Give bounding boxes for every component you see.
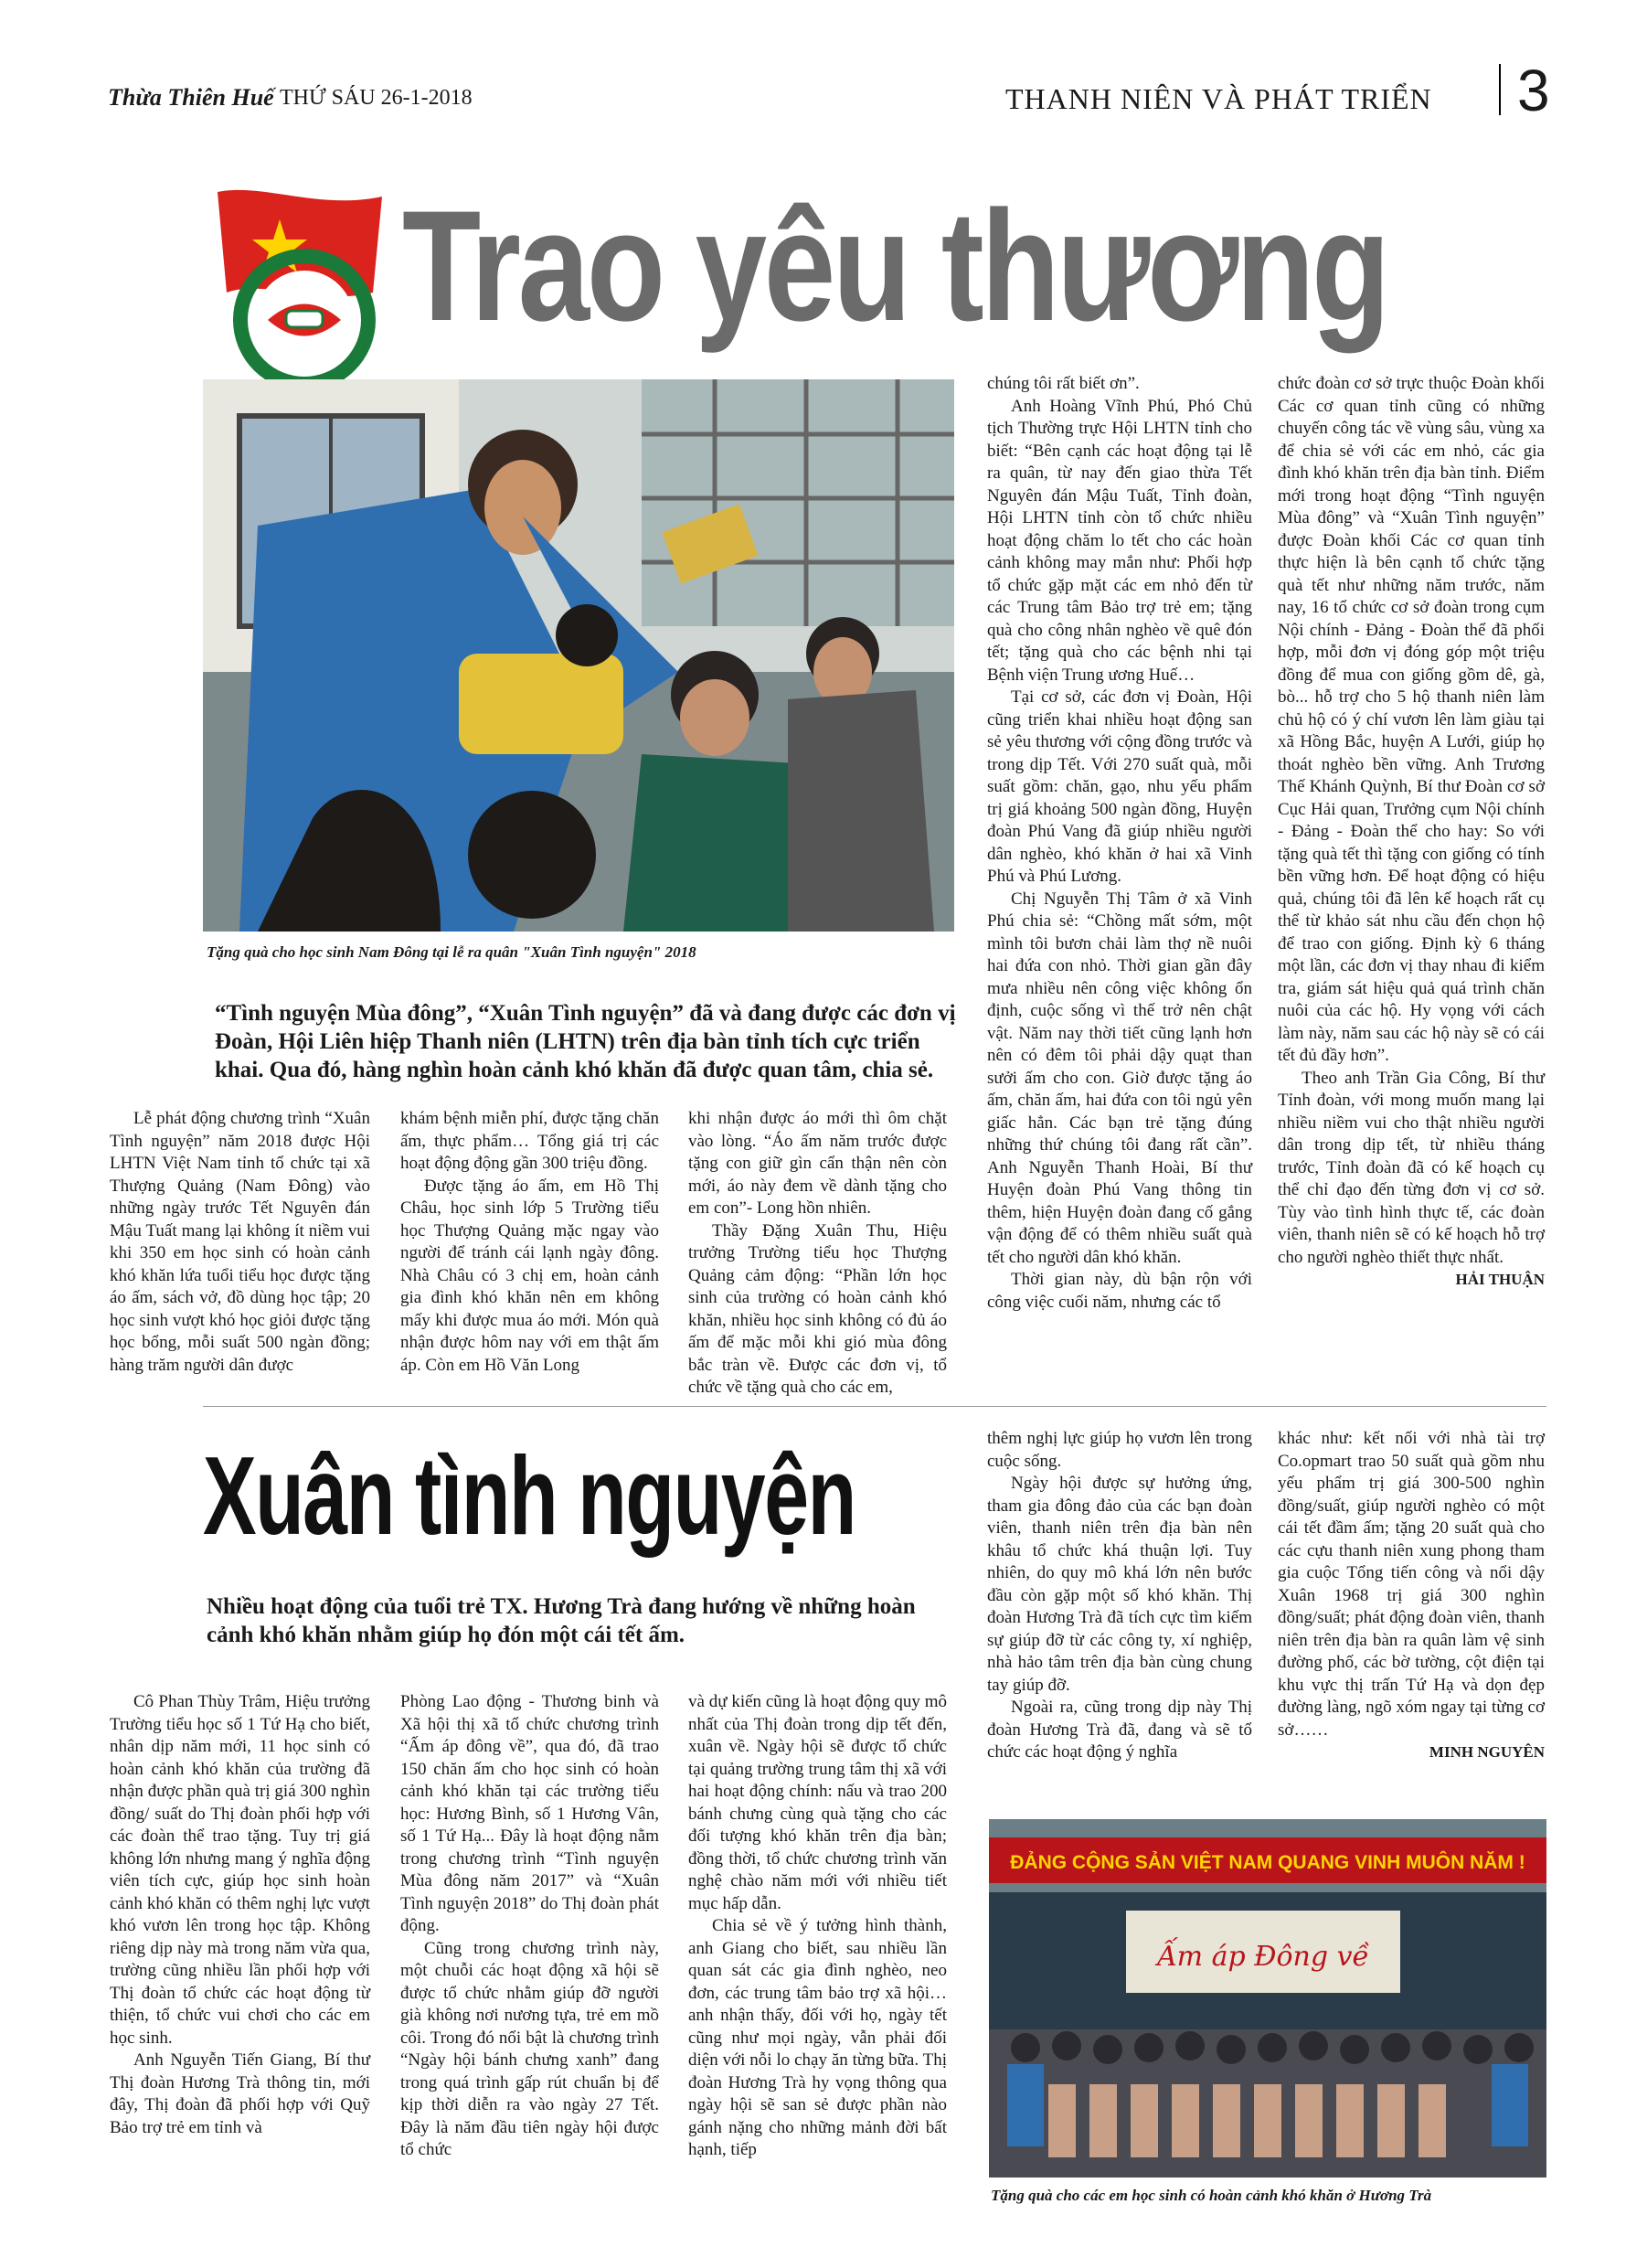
- paragraph: Phòng Lao động - Thương binh và Xã hội thị xã tổ chức chương trình “Ấm áp đông về”, qua đó, đã trao 150 chăn ấm cho học sinh có hoàn cảnh khó khăn tại các trường tiểu học: Hương Bình, số 1 Hương Vân, số 1 Tứ Hạ... Đây là hoạt động nằm trong chương trình “Tình nguyện Mùa đông năm 2017” và “Xuân Tình nguyện 2018” do Thị đoàn phát động.: [400, 1692, 659, 1935]
- paragraph: Thời gian này, dù bận rộn với công việc cuối năm, nhưng các tổ: [987, 1270, 1252, 1312]
- photo1-caption: Tặng quà cho học sinh Nam Đông tại lễ ra quân "Xuân Tình nguyện" 2018: [207, 943, 696, 961]
- article2-column-5: [1278, 1428, 1545, 1764]
- section-title: THANH NIÊN VÀ PHÁT TRIỂN: [1005, 82, 1432, 115]
- paragraph: chức đoàn cơ sở trực thuộc Đoàn khối Các cơ quan tỉnh cũng có những chuyến công tác về vùng sâu, vùng xa để chia sẻ với các em nhỏ, các gia đình khó khăn trên địa bàn tỉnh. Điểm mới trong hoạt động “Tình nguyện Mùa đông” và “Xuân Tình nguyện” được Đoàn khối Các cơ quan tỉnh thực hiện là bên cạnh tổ chức tặng quà tết như những năm trước, năm nay, 16 tổ chức cơ sở đoàn trong cụm Nội chính - Đảng - Đoàn thể đã phối hợp, mỗi đơn vị đóng góp một triệu đồng để mua con giống gồm dê, gà, bò... hỗ trợ cho 5 hộ thanh niên làm chủ hộ có ý chí vươn lên làm giàu tại xã Hồng Bắc, huyện A Lưới, giúp họ thoát nghèo bền vững. Anh Trương Thế Khánh Quỳnh, Bí thư Đoàn cơ sở Cục Hải quan, Trưởng cụm Nội chính - Đảng - Đoàn thể cho hay: So với tặng quà tết thì tặng con giống có tính bền vững hơn. Để hoạt động có hiệu quả, chúng tôi đã lên kế hoạch rất cụ thể từ khảo sát nhu cầu đến chọn hộ để trao con giống. Định kỳ 6 tháng một lần, các đơn vị thay nhau đi kiểm tra, giám sát hiệu quả quá trình chăn nuôi của các hộ. Hy vọng với cách làm này, năm sau các hộ này sẽ có cái tết đủ đầy hơn”.: [1278, 374, 1545, 1065]
- paragraph: Chia sẻ về ý tưởng hình thành, anh Giang cho biết, sau nhiều lần quan sát các gia đình nghèo, neo đơn, các trung tâm bảo trợ xã hội… anh nhận thấy, đối với họ, ngày tết cũng như mọi ngày, vẫn phải đối diện với nỗi lo chạy ăn từng bữa. Thị đoàn Hương Trà hy vọng thông qua ngày hội sẽ san sẻ được phần nào gánh nặng cho những mảnh đời bất hạnh, tiếp: [688, 1916, 947, 2159]
- paragraph: Tại cơ sở, các đơn vị Đoàn, Hội cũng triển khai nhiều hoạt động san sẻ yêu thương với cộng đồng trước và trong dịp Tết. Với 270 suất quà, mỗi suất gồm: chăn, gạo, nhu yếu phẩm trị giá khoảng 500 ngàn đồng, Huyện đoàn Phú Vang đã giúp nhiều người dân nghèo, khó khăn ở hai xã Vinh Phú và Phú Lương.: [987, 687, 1252, 886]
- headline-xuan-tinh-nguyen: Xuân tình nguyện: [203, 1433, 855, 1558]
- emblem-icon: [208, 183, 391, 402]
- article1-column-1: [110, 1108, 370, 1377]
- article2-byline: MINH NGUYÊN: [1429, 1743, 1545, 1761]
- paragraph: thêm nghị lực giúp họ vươn lên trong cuộc sống.: [987, 1429, 1252, 1471]
- paragraph: khám bệnh miễn phí, được tặng chăn ấm, thực phẩm… Tổng giá trị các hoạt động động gần 300 triệu đồng.: [400, 1109, 659, 1173]
- article1-column-2: [400, 1108, 659, 1377]
- article1-column-3: [688, 1108, 947, 1400]
- article1-byline: HẢI THUẬN: [1455, 1271, 1545, 1288]
- photo-gift-students: [203, 379, 954, 932]
- photo-banner-text: ĐẢNG CỘNG SẢN VIỆT NAM QUANG VINH MUÔN NĂM !: [1010, 1852, 1525, 1873]
- paragraph: Cô Phan Thùy Trâm, Hiệu trưởng Trường tiểu học số 1 Tứ Hạ cho biết, nhân dịp năm mới, 11 học sinh có hoàn cảnh khó khăn của trường đã nhận được phần quà trị giá 300 nghìn đồng/ suất do Thị đoàn phối hợp với các đoàn thể trao tặng. Tuy trị giá không lớn nhưng mang ý nghĩa động viên tích cực, giúp học sinh hoàn cảnh khó khăn có thêm nghị lực vượt khó vươn lên trong học tập. Không riêng dịp này mà trong năm vừa qua, trường cũng nhiều lần phối hợp với Thị đoàn tổ chức các hoạt động từ thiện, tổ chức vui chơi cho các em học sinh.: [110, 1692, 370, 2048]
- article1-lead: “Tình nguyện Mùa đông”, “Xuân Tình nguyện” đã và đang được các đơn vị Đoàn, Hội Liên hiệp Thanh niên (LHTN) trên địa bàn tỉnh tích cực triển khai. Qua đó, hàng nghìn hoàn cảnh khó khăn đã được quan tâm, chia sẻ.: [215, 1001, 956, 1082]
- paragraph: Theo anh Trần Gia Công, Bí thư Tỉnh đoàn, với mong muốn mang lại nhiều niềm vui cho thật nhiều người dân trong dịp tết, từ nhiều tháng trước, Tỉnh đoàn đã có kế hoạch cụ thể chỉ đạo đến từng đơn vị cơ sở. Tùy vào tình hình thực tế, các đoàn viên, thanh niên sẽ có kế hoạch hỗ trợ cho người nghèo thiết thực nhất.: [1278, 1068, 1545, 1267]
- article1-column-4: [987, 373, 1252, 1314]
- paragraph: Lễ phát động chương trình “Xuân Tình nguyện” năm 2018 được Hội LHTN Việt Nam tỉnh tổ chức tại xã Thượng Quảng (Nam Đông) vào những ngày trước Tết Nguyên đán Mậu Tuất mang lại không ít niềm vui khi 350 em học sinh có hoàn cảnh khó khăn lứa tuổi tiểu học được tặng áo ấm, sách vở, đồ dùng học tập; 20 học sinh vượt khó học giỏi được tặng học bổng, mỗi suất 500 ngàn đồng; hàng trăm người dân được: [110, 1109, 370, 1375]
- article2-column-1: [110, 1691, 370, 2139]
- paragraph: khi nhận được áo mới thì ôm chặt vào lòng. “Áo ấm năm trước được tặng con giữ gìn cẩn thận nên còn mới, áo này đem về dành tặng cho em con”- Long hồn nhiên.: [688, 1109, 947, 1218]
- article-divider: [203, 1406, 1546, 1407]
- paragraph: và dự kiến cũng là hoạt động quy mô nhất của Thị đoàn trong dịp tết đến, xuân về. Ngày hội sẽ được tổ chức tại quảng trường trung tâm thị xã với hai hoạt động chính: nấu và trao 200 bánh chưng cùng quà tặng cho các đối tượng khó khăn trên địa bàn; đồng thời, tổ chức chương trình văn nghệ chào năm mới với nhiều tiết mục hấp dẫn.: [688, 1692, 947, 1913]
- photo-huong-tra-image: [989, 1819, 1546, 2177]
- article2-column-2: [400, 1691, 659, 2162]
- issue-date: THỨ SÁU 26-1-2018: [280, 86, 473, 110]
- paragraph: Chị Nguyễn Thị Tâm ở xã Vinh Phú chia sẻ: “Chồng mất sớm, một mình tôi bươn chải làm thợ nề nuôi hai đứa con nhỏ. Thời gian gần đây mưa nhiều nên công việc không ổn định, cuộc sống vì thế trở nên chật vật. Năm nay thời tiết cũng lạnh hơn nên có đêm tôi phải dậy quạt than sưởi ấm cho con. Giờ được tặng áo ấm, chăn ấm, hai đứa con tôi ngủ yên giấc hẳn. Các bạn trẻ tặng đúng những thứ chúng tôi đang rất cần”. Anh Nguyễn Thanh Hoài, Bí thư Huyện đoàn Phú Vang thông tin thêm, hiện Huyện đoàn đang cố gắng vận động để có thêm nhiều suất quà tết cho người dân khó khăn.: [987, 889, 1252, 1267]
- article2-column-4: [987, 1428, 1252, 1764]
- article1-column-5: [1278, 373, 1545, 1292]
- headline-trao-yeu-thuong: Trao yêu thương: [402, 178, 1387, 354]
- youth-union-emblem: [208, 183, 391, 402]
- article2-lead: Nhiều hoạt động của tuổi trẻ TX. Hương Trà đang hướng về những hoàn cảnh khó khăn nhằm giúp họ đón một cái tết ấm.: [207, 1594, 916, 1647]
- header-divider: [1499, 64, 1501, 115]
- paragraph: Được tặng áo ấm, em Hồ Thị Châu, học sinh lớp 5 Trường tiểu học Thượng Quảng mặc ngay vào người để tránh cái lạnh ngày đông. Nhà Châu có 3 chị em, hoàn cảnh gia đình khó khăn nên em không mấy khi được mua áo mới. Món quà nhận được hôm nay với em thật ấm áp. Còn em Hồ Văn Long: [400, 1176, 659, 1375]
- page-number: 3: [1517, 58, 1550, 123]
- paragraph: Anh Nguyễn Tiến Giang, Bí thư Thị đoàn Hương Trà thông tin, mới đây, Thị đoàn đã phối hợp với Quỹ Bảo trợ trẻ em tỉnh và: [110, 2050, 370, 2137]
- photo-huong-tra-group: [989, 1819, 1546, 2177]
- paragraph: Thầy Đặng Xuân Thu, Hiệu trưởng Trường tiểu học Thượng Quảng cảm động: “Phần lớn học sinh của trường có hoàn cảnh khó khăn, nhiều học sinh không có đủ áo ấm để mặc mỗi khi gió mùa đông bắc tràn về. Được các đơn vị, tổ chức về tặng quà cho các em,: [688, 1220, 947, 1397]
- photo-gift-students-image: [203, 379, 954, 932]
- paper-name: Thừa Thiên Huế: [108, 84, 274, 111]
- paragraph: chúng tôi rất biết ơn”.: [987, 374, 1140, 393]
- paragraph: Ngày hội được sự hưởng ứng, tham gia đông đảo của các bạn đoàn viên, thanh niên trên địa bàn nên khâu tổ chức khá thuận lợi. Tuy nhiên, do quy mô khá lớn nên bước đầu còn gặp một số khó khăn. Thị đoàn Hương Trà đã tích cực tìm kiếm sự giúp đỡ từ các công ty, xí nghiệp, nhà hảo tâm trên địa bàn cùng chung tay giúp đỡ.: [987, 1474, 1252, 1695]
- paragraph: khác như: kết nối với nhà tài trợ Co.opmart trao 50 suất quà gồm nhu yếu phẩm trị giá 300-500 nghìn đồng/suất, giúp người nghèo có một cái tết đầm ấm; tặng 20 suất quà cho các cựu thanh niên xung phong tham gia cuộc Tổng tiến công và nổi dậy Xuân 1968 trị giá 300 nghìn đồng/suất; phát động đoàn viên, thanh niên trên địa bàn ra quân làm vệ sinh đường phố, các bờ tường, cột điện tại khu vực thị trấn Tứ Hạ và dọn đẹp đường làng, ngõ xóm ngay tại từng cơ sở……: [1278, 1429, 1545, 1740]
- paragraph: Anh Hoàng Vĩnh Phú, Phó Chủ tịch Thường trực Hội LHTN tỉnh cho biết: “Bên cạnh các hoạt động tại lễ ra quân, từ nay đến giao thừa Tết Nguyên đán Mậu Tuất, Tỉnh đoàn, Hội LHTN tỉnh còn tổ chức nhiều hoạt động chăm lo tết cho các hoàn cảnh không may mắn như: Phối hợp tổ chức gặp mặt các em nhỏ đến từ các Trung tâm Bảo trợ trẻ em; tặng quà cho công nhân nghèo về quê đón tết; tặng quà cho các bệnh nhi tại Bệnh viện Trung ương Huế…: [987, 396, 1252, 685]
- photo2-caption: Tặng quà cho các em học sinh có hoàn cảnh khó khăn ở Hương Trà: [991, 2187, 1432, 2204]
- paragraph: Cũng trong chương trình này, một chuỗi các hoạt động xã hội sẽ được tổ chức nhằm giúp đỡ người già không nơi nương tựa, trẻ em mồ côi. Trong đó nổi bật là chương trình “Ngày hội bánh chưng xanh” đang trong quá trình gấp rút chuẩn bị để kịp thời diễn ra vào ngày 27 Tết. Đây là năm đầu tiên ngày hội được tổ chức: [400, 1938, 659, 2159]
- photo-stage-text: Ấm áp Đông về: [1156, 1941, 1370, 1973]
- paragraph: Ngoài ra, cũng trong dịp này Thị đoàn Hương Trà đã, đang và sẽ tổ chức các hoạt động ý nghĩa: [987, 1698, 1252, 1762]
- article2-column-3: [688, 1691, 947, 2162]
